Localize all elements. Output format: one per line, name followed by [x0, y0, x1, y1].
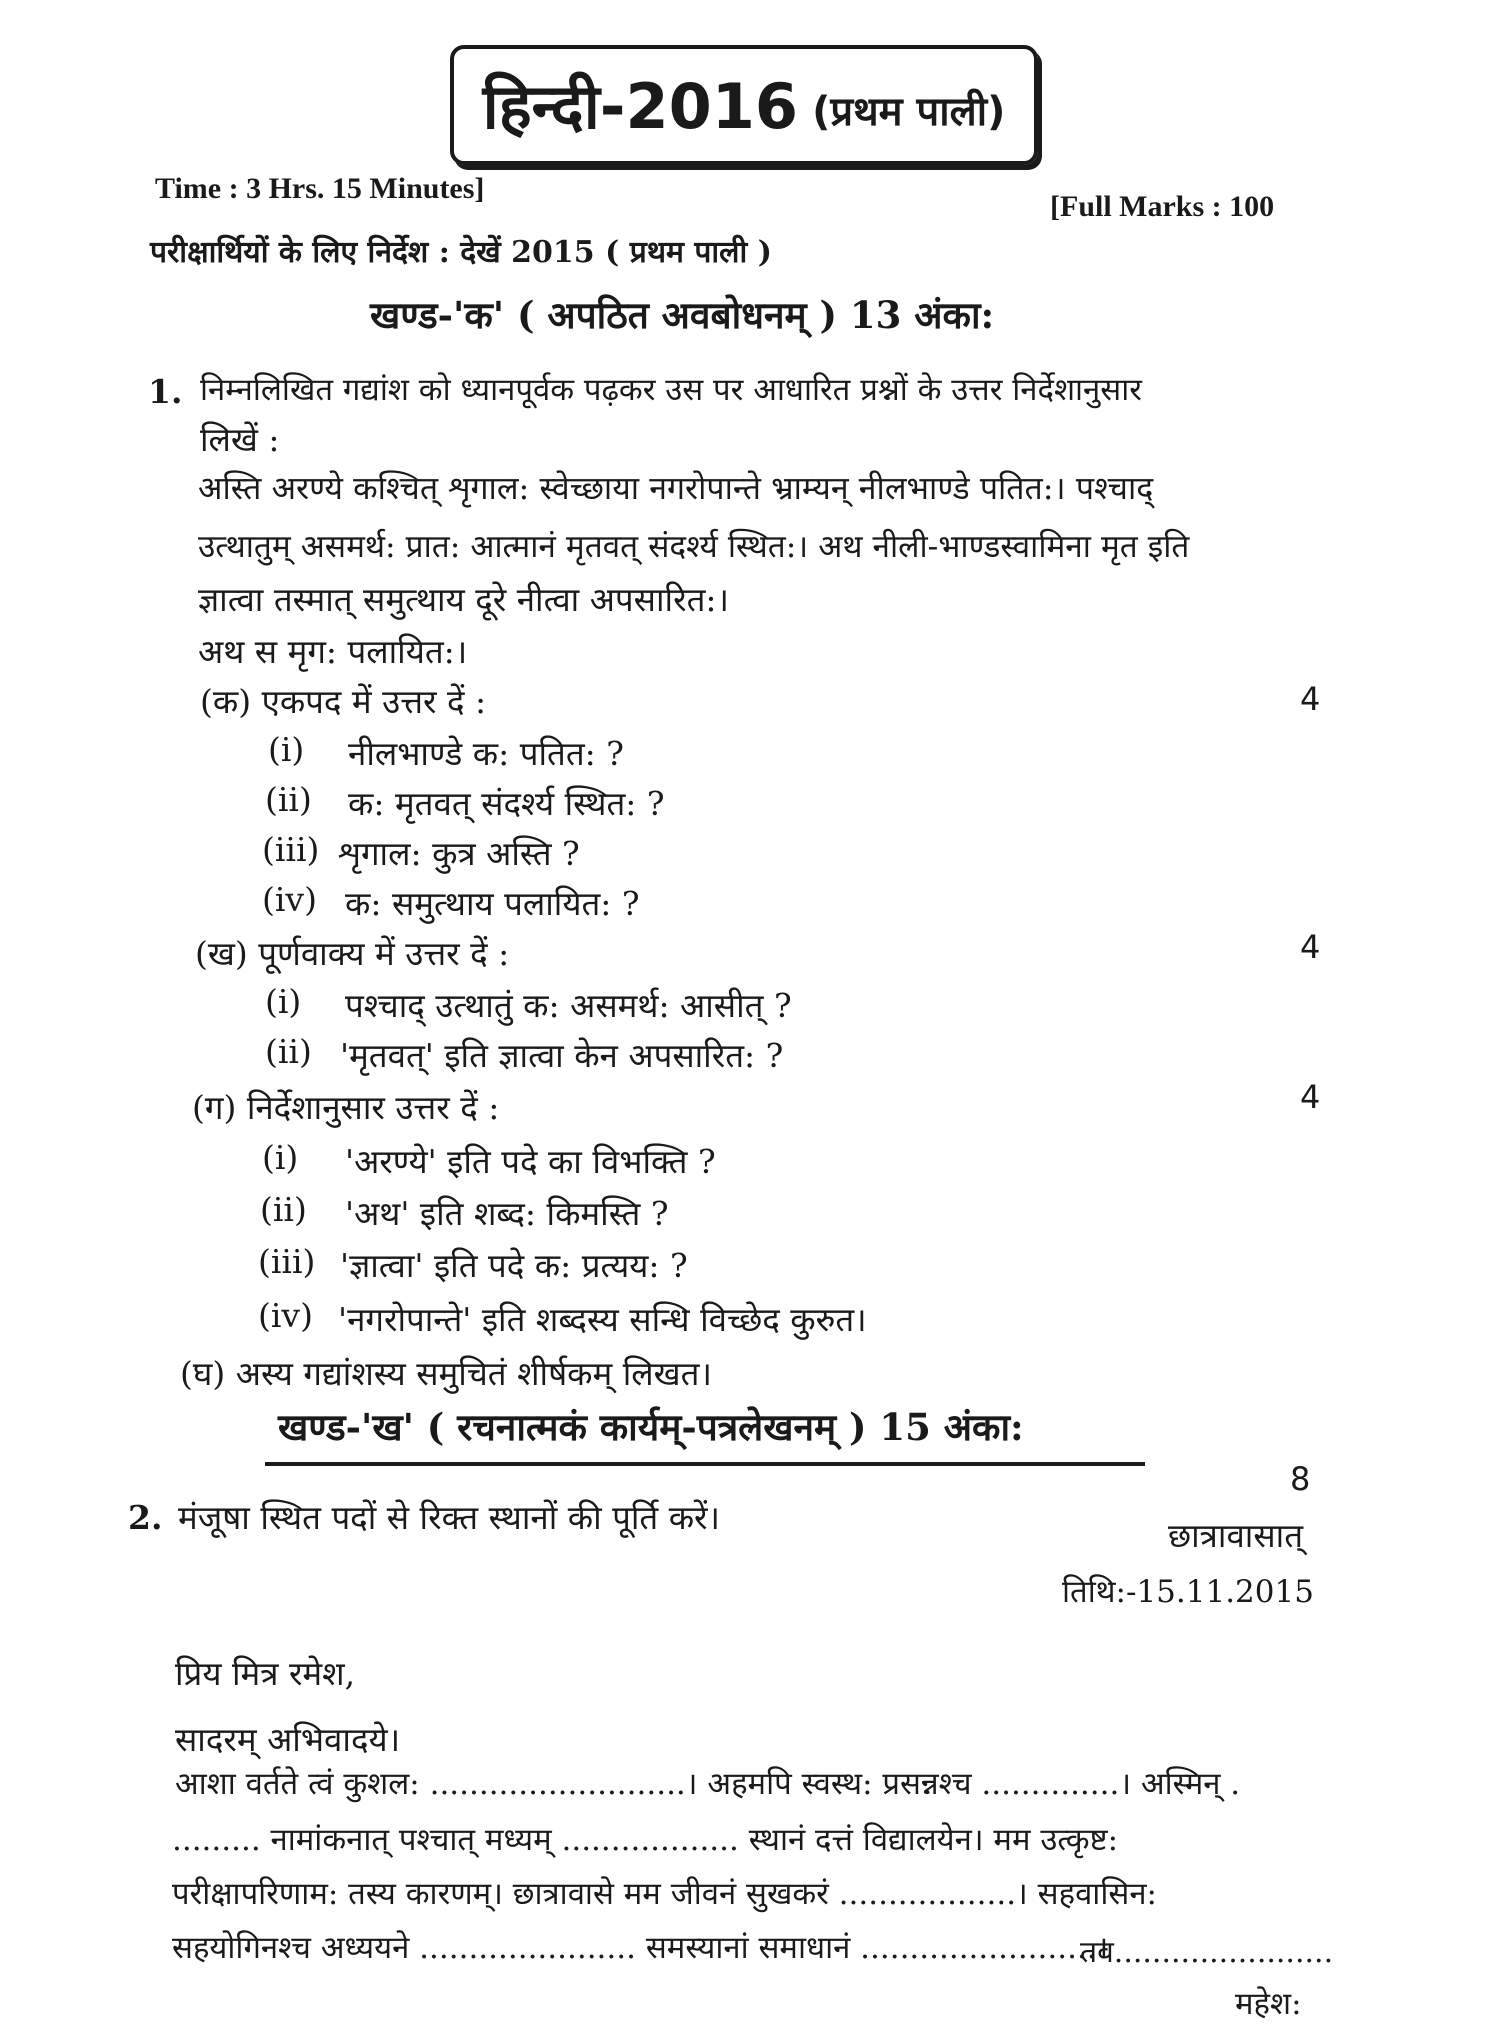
part-kha-marks: 4	[1300, 928, 1321, 966]
item-number: (i)	[262, 1138, 299, 1177]
passage-line: ज्ञात्वा तस्मात् समुत्थाय दूरे नीत्वा अपसारित:।	[198, 580, 730, 619]
part-kha-label: (ख) पूर्णवाक्य में उत्तर दें :	[195, 934, 510, 973]
item-number: (i)	[268, 730, 305, 769]
question-2-marks: 8	[1290, 1460, 1311, 1498]
question-1-number: 1.	[148, 372, 183, 411]
item-text: 'अथ' इति शब्द: किमस्ति ?	[345, 1194, 669, 1233]
part-ka-marks: 4	[1300, 680, 1321, 718]
item-text: 'ज्ञात्वा' इति पदे क: प्रत्यय: ?	[340, 1246, 688, 1285]
letter-line: ......... नामांकनात् पश्चात् मध्यम् .................. स्थानं दत्तं विद्यालयेन। मम उत्कृष्ट:	[172, 1822, 1119, 1858]
question-1-line-2: लिखें :	[200, 420, 280, 459]
letter-date: तिथि:-15.11.2015	[1062, 1574, 1314, 1610]
item-number: (iii)	[262, 830, 320, 869]
question-2-text: मंजूषा स्थित पदों से रिक्त स्थानों की पूर्ति करें।	[178, 1498, 721, 1537]
part-ga-marks: 4	[1300, 1078, 1321, 1116]
item-number: (iii)	[258, 1242, 316, 1281]
question-1-line-1: निम्नलिखित गद्यांश को ध्यानपूर्वक पढ़कर उस पर आधारित प्रश्नों के उत्तर निर्देशानुसार	[200, 372, 1142, 408]
item-text: नीलभाण्डे क: पतित: ?	[348, 734, 624, 773]
full-marks: [Full Marks : 100	[1050, 190, 1275, 223]
title-box	[450, 45, 1038, 165]
letter-line: सहयोगिनश्च अध्ययने ...................... समस्यानां समाधानं ........................।	[172, 1930, 1109, 1966]
item-number: (ii)	[260, 1190, 307, 1229]
letter-line: आशा वर्तते त्वं कुशल: ..........................। अहमपि स्वस्थ: प्रसन्नश्च ..............। अस्मिन् .	[175, 1766, 1241, 1802]
paper-shift: (प्रथम पाली)	[812, 88, 1006, 135]
item-number: (ii)	[265, 1032, 312, 1071]
time-info: Time : 3 Hrs. 15 Minutes]	[155, 172, 485, 205]
item-number: (iv)	[262, 880, 317, 919]
letter-salutation: प्रिय मित्र रमेश,	[175, 1654, 356, 1693]
instructions: परीक्षार्थियों के लिए निर्देश : देखें 2015 ( प्रथम पाली )	[150, 235, 772, 270]
item-number: (ii)	[265, 780, 312, 819]
item-number: (iv)	[258, 1296, 313, 1335]
item-text: 'नगरोपान्ते' इति शब्दस्य सन्धि विच्छेद कुरुत।	[338, 1300, 867, 1339]
item-text: क: समुत्थाय पलायित: ?	[345, 884, 640, 923]
passage-line: उत्थातुम् असमर्थ: प्रात: आत्मानं मृतवत् संदर्श्य स्थित:। अथ नीली-भाण्डस्वामिना मृत इति	[198, 529, 1190, 565]
item-text: 'अरण्ये' इति पदे का विभक्ति ?	[345, 1142, 716, 1181]
section-b-heading: खण्ड-'ख' ( रचनात्मकं कार्यम्-पत्रलेखनम् ) 15 अंका:	[278, 1405, 1024, 1449]
letter-greeting: सादरम् अभिवादये।	[175, 1720, 401, 1759]
section-b-underline	[265, 1462, 1145, 1466]
part-gha-label: (घ) अस्य गद्यांशस्य समुचितं शीर्षकम् लिखत।	[180, 1354, 712, 1393]
item-text: क: मृतवत् संदर्श्य स्थित: ?	[348, 784, 665, 823]
letter-line: परीक्षापरिणाम: तस्य कारणम्। छात्रावासे मम जीवनं सुखकरं ..................। सहवासिन:	[172, 1876, 1157, 1912]
passage-line: अस्ति अरण्ये कश्चित् शृगाल: स्वेच्छाया नगरोपान्ते भ्राम्यन् नीलभाण्डे पतित:। पश्चाद्	[198, 469, 1154, 507]
letter-address: छात्रावासात्	[1168, 1516, 1304, 1555]
part-ka-label: (क) एकपद में उत्तर दें :	[200, 682, 487, 721]
question-2-number: 2.	[128, 1498, 163, 1537]
item-text: 'मृतवत्' इति ज्ञात्वा केन अपसारित: ?	[340, 1036, 784, 1075]
item-text: शृगाल: कुत्र अस्ति ?	[338, 834, 580, 873]
item-text: पश्चाद् उत्थातुं क: असमर्थ: आसीत् ?	[345, 986, 792, 1025]
paper-title: हिन्दी-2016	[482, 70, 799, 143]
passage-line: अथ स मृग: पलायित:।	[198, 632, 468, 671]
letter-signature: महेश:	[1235, 1986, 1302, 2022]
item-number: (i)	[265, 982, 302, 1021]
letter-closing: तव.......................	[1080, 1935, 1334, 1970]
part-ga-label: (ग) निर्देशानुसार उत्तर दें :	[192, 1088, 500, 1127]
section-a-heading: खण्ड-'क' ( अपठित अवबोधनम् ) 13 अंका:	[370, 293, 995, 337]
